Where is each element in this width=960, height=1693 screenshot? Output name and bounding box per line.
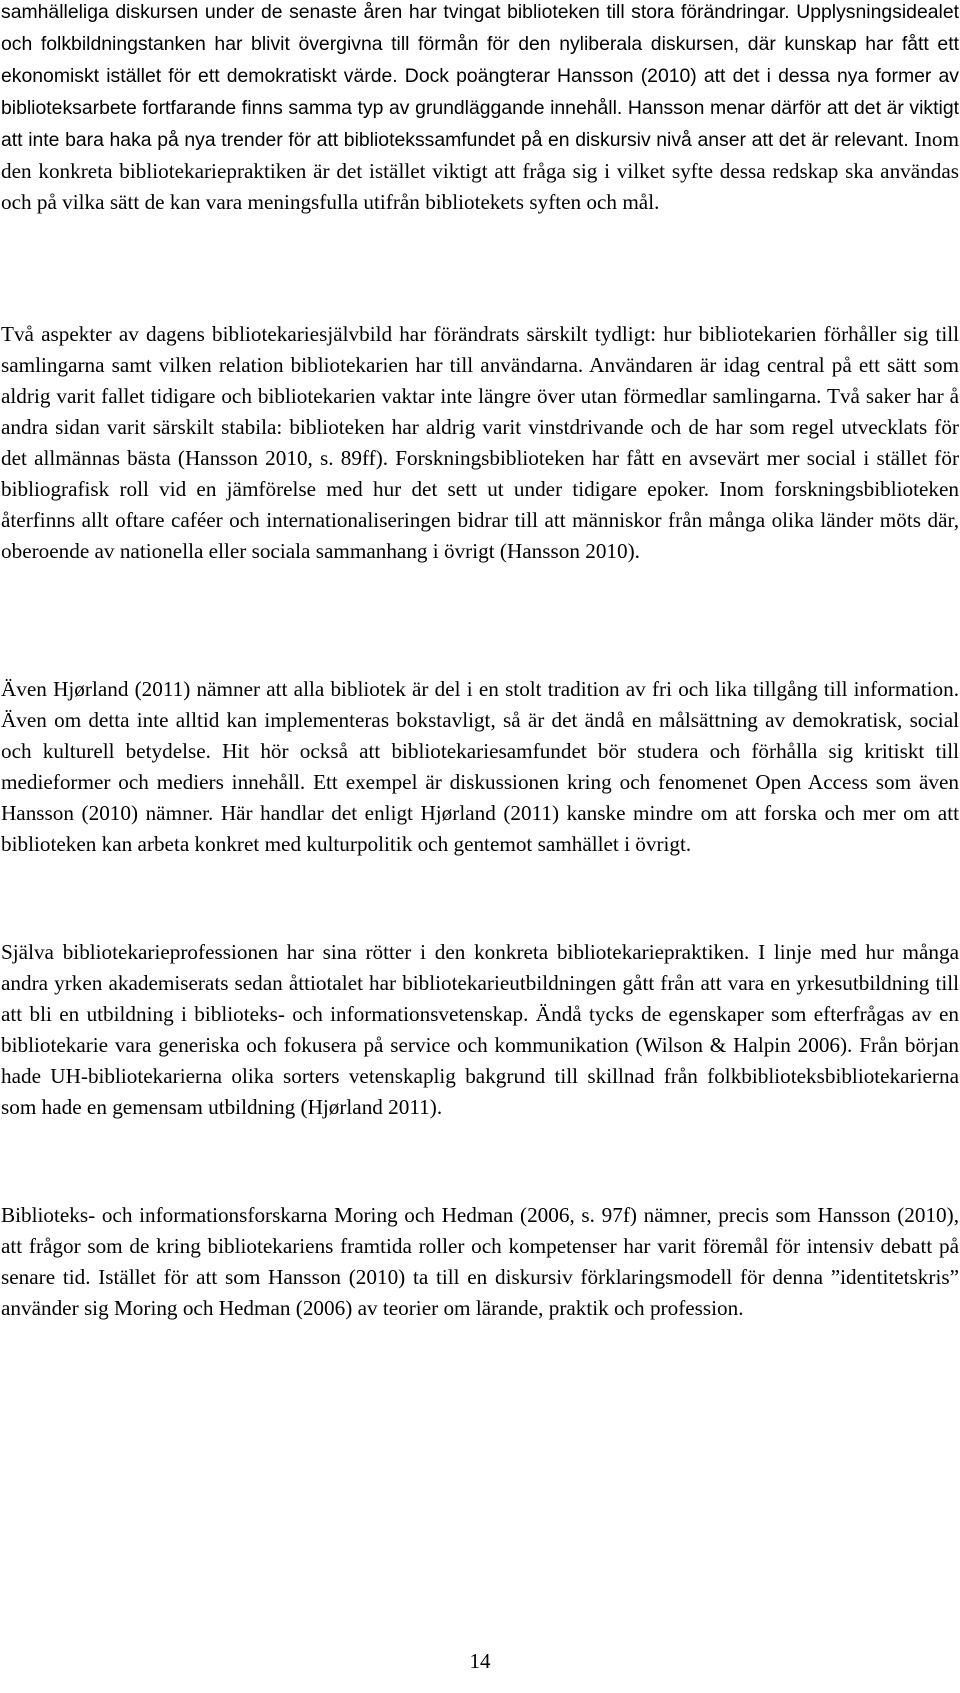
paragraph-1-serif-text: Inom den konkreta bibliotekariepraktiken är det istället viktigt att fråga sig i vilket syfte dessa redskap ska användas och på vilka sätt de kan vara meningsfulla utifrån bibliotekets syften och mål.: [1, 127, 959, 214]
paragraph-5: [1, 1200, 959, 1324]
paragraph-2: [1, 319, 959, 567]
paragraph-3: [1, 674, 959, 860]
paragraph-1: [1, 0, 959, 218]
paragraph-3-text: Även Hjørland (2011) nämner att alla bibliotek är del i en stolt tradition av fri och lika tillgång till information. Även om detta inte alltid kan implementeras bokstavligt, så är det ändå en målsättning av demokratisk, social och kulturell betydelse. Hit hör också att bibliotekariesamfundet bör studera och förhålla sig kritiskt till medieformer och mediers innehåll. Ett exempel är diskussionen kring och fenomenet Open Access som även Hansson (2010) nämner. Här handlar det enligt Hjørland (2011) kanske mindre om att forska och mer om att biblioteken kan arbeta konkret med kulturpolitik och gentemot samhället i övrigt.: [1, 677, 959, 856]
paragraph-5-text: Biblioteks- och informationsforskarna Moring och Hedman (2006, s. 97f) nämner, precis som Hansson (2010), att frågor som de kring bibliotekariens framtida roller och kompetenser har varit föremål för intensiv debatt på senare tid. Istället för att som Hansson (2010) ta till en diskursiv förklaringsmodell för denna ”identitetskris” använder sig Moring och Hedman (2006) av teorier om lärande, praktik och profession.: [1, 1203, 959, 1320]
page-number: 14: [469, 1649, 491, 1673]
paragraph-4-text: Själva bibliotekarieprofessionen har sina rötter i den konkreta bibliotekariepraktiken. I linje med hur många andra yrken akademiserats sedan åttiotalet har bibliotekarieutbildningen gått från att vara en yrkesutbildning till att bli en utbildning i biblioteks- och informationsvetenskap. Ändå tycks de egenskaper som efterfrågas av en bibliotekarie vara generiska och fokusera på service och kommunikation (Wilson & Halpin 2006). Från början hade UH-bibliotekarierna olika sorters vetenskaplig bakgrund till skillnad från folkbiblioteksbibliotekarierna som hade en gemensam utbildning (Hjørland 2011).: [1, 940, 959, 1119]
paragraph-4: [1, 937, 959, 1123]
paragraph-2-text: Två aspekter av dagens bibliotekariesjälvbild har förändrats särskilt tydligt: hur bibliotekarien förhåller sig till samlingarna samt vilken relation bibliotekarien har till användarna. Användaren är idag central på ett sätt som aldrig varit fallet tidigare och bibliotekarien vaktar inte längre över utan förmedlar samlingarna. Två saker har å andra sidan varit särskilt stabila: biblioteken har aldrig varit vinstdrivande och de har som regel utvecklats för det allmännas bästa (Hansson 2010, s. 89ff). Forskningsbiblioteken har fått en avsevärt mer social i stället för bibliografisk roll vid en jämförelse med hur det sett ut under tidigare epoker. Inom forskningsbiblioteken återfinns allt oftare caféer och internationaliseringen bidrar till att människor från många olika länder möts där, oberoende av nationella eller sociala sammanhang i övrigt (Hansson 2010).: [1, 322, 959, 563]
paragraph-1-sans-text: samhälleliga diskursen under de senaste åren har tvingat biblioteken till stora förändringar. Upplysningsidealet och folkbildningstanken har blivit övergivna till förmån för den nyliberala diskursen, där kunskap har fått ett ekonomiskt istället för ett demokratiskt värde. Dock poängterar Hansson (2010) att det i dessa nya former av biblioteksarbete fortfarande finns samma typ av grundläggande innehåll. Hansson menar därför att det är viktigt att inte bara haka på nya trender för att bibliotekssamfundet på en diskursiv nivå anser att det är relevant.: [1, 1, 959, 151]
